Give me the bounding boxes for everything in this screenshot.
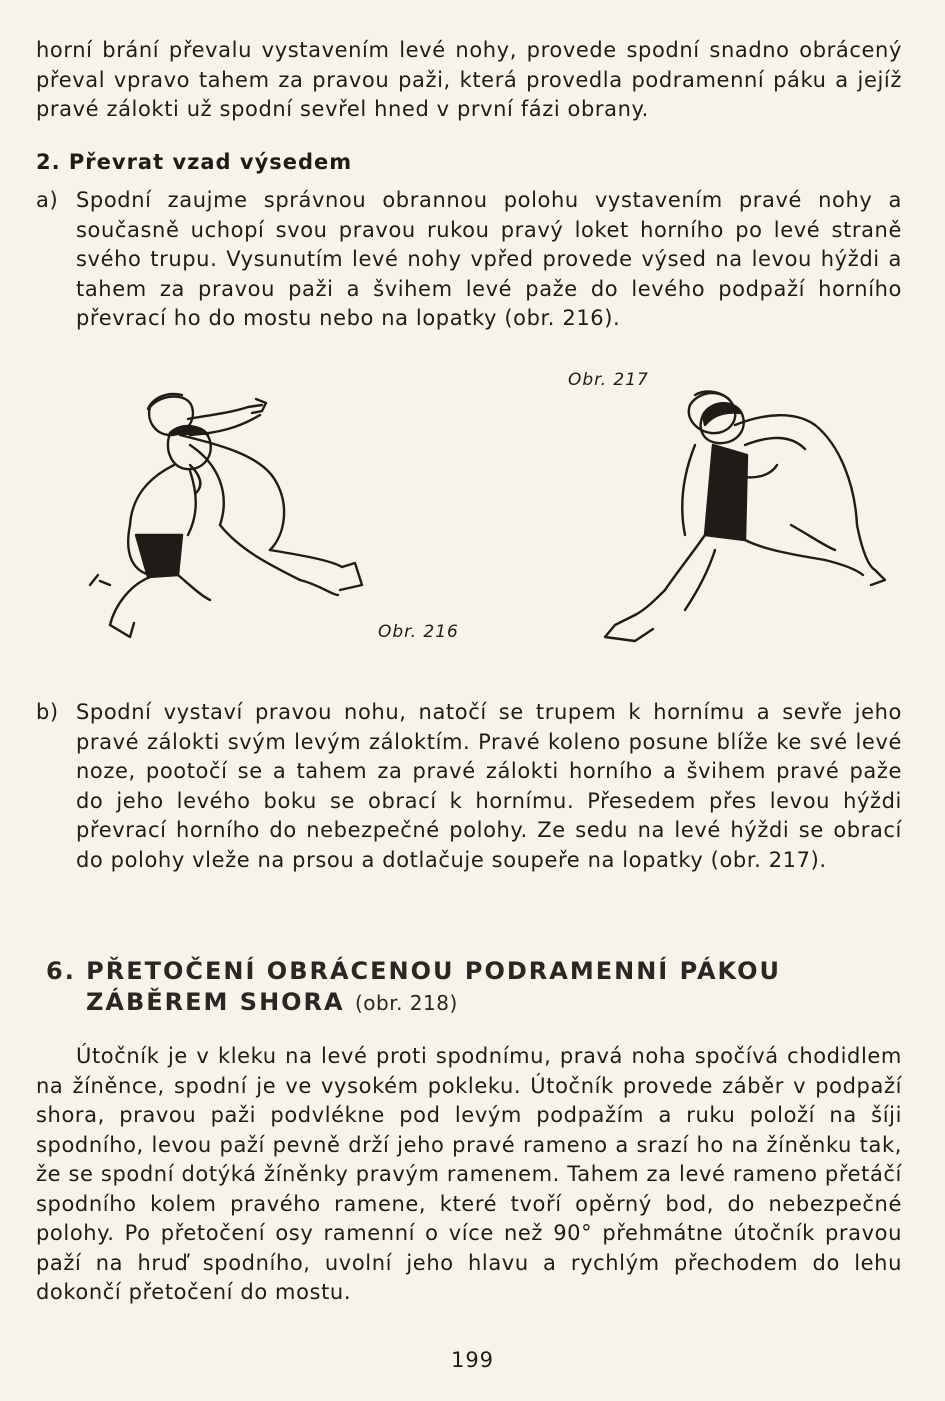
figure-216-caption: Obr. 216 [378, 622, 459, 642]
page-number: 199 [450, 1348, 495, 1372]
list-item-b-text: Spodní vystaví pravou nohu, natočí se trupem k hornímu a sevře jeho pravé zálokti svým levým záloktím. Pravé koleno posune blíže ke své levé noze, pootočí se a tahem za pravé zálokti horního a švihem pravé paže do jeho levého boku se obrací k hornímu. Přesedem přes levou hýždi převrací horního do nebezpečné polohy. Ze sedu na levé hýždi se obrací do polohy vleže na prsou a dotlačuje soupeře na lopatky (obr. 217). [76, 700, 902, 872]
section-heading-6-line1: 6. PŘETOČENÍ OBRÁCENOU PODRAMENNÍ PÁKOU [46, 957, 781, 985]
figure-217-illustration [595, 385, 895, 655]
intro-paragraph: horní brání převalu vystavením levé nohy, provede spodní snadno obrácený převal vpravo tahem za pravou paži, která provedla podramenní páku a jejíž pravé zálokti už spodní sevřel hned v první fázi obrany. [36, 38, 902, 121]
list-item-a-text: Spodní zaujme správnou obrannou polohu vystavením pravé nohy a současně uchopí svou pravou rukou pravý loket horního po levé straně svého trupu. Vysunutím levé nohy vpřed provede výsed na levou hýždi a tahem za pravou paži a švihem levé paže do levého podpaží horního převrací ho do mostu nebo na lopatky (obr. 216). [76, 188, 902, 330]
figure-216-illustration [70, 385, 380, 655]
list-item-b [36, 698, 902, 875]
list-marker-b: b) [36, 700, 59, 724]
list-marker-a: a) [36, 188, 59, 212]
section-heading-6 [46, 956, 906, 1019]
section-6-paragraph: Útočník je v kleku na levé proti spodnímu, pravá noha spočívá chodidlem na žíněnce, spodní je ve vysokém pokleku. Útočník provede záběr v podpaží shora, pravou paži podvlékne pod levým podpažím a ruku položí na šíji spodního, levou paží pevně drží jeho pravé rameno a srazí ho na žíněnku tak, že se spodní dotýká žíněnky pravým ramenem. Tahem za levé rameno přetáčí spodního kolem pravého ramene, které tvoří opěrný bod, do nebezpečné polohy. Po přetočení osy ramenní o více než 90° přehmátne útočník pravou paží na hruď spodního, uvolní jeho hlavu a rychlým přechodem do lehu dokončí přetočení do mostu. [36, 1044, 902, 1304]
section-heading-6-line2: ZÁBĚREM SHORA [86, 988, 345, 1016]
list-item-a [36, 186, 902, 334]
figure-217-caption: Obr. 217 [568, 370, 649, 390]
section-heading-2: 2. Převrat vzad výsedem [36, 150, 353, 174]
section-heading-6-ref: (obr. 218) [354, 991, 458, 1015]
